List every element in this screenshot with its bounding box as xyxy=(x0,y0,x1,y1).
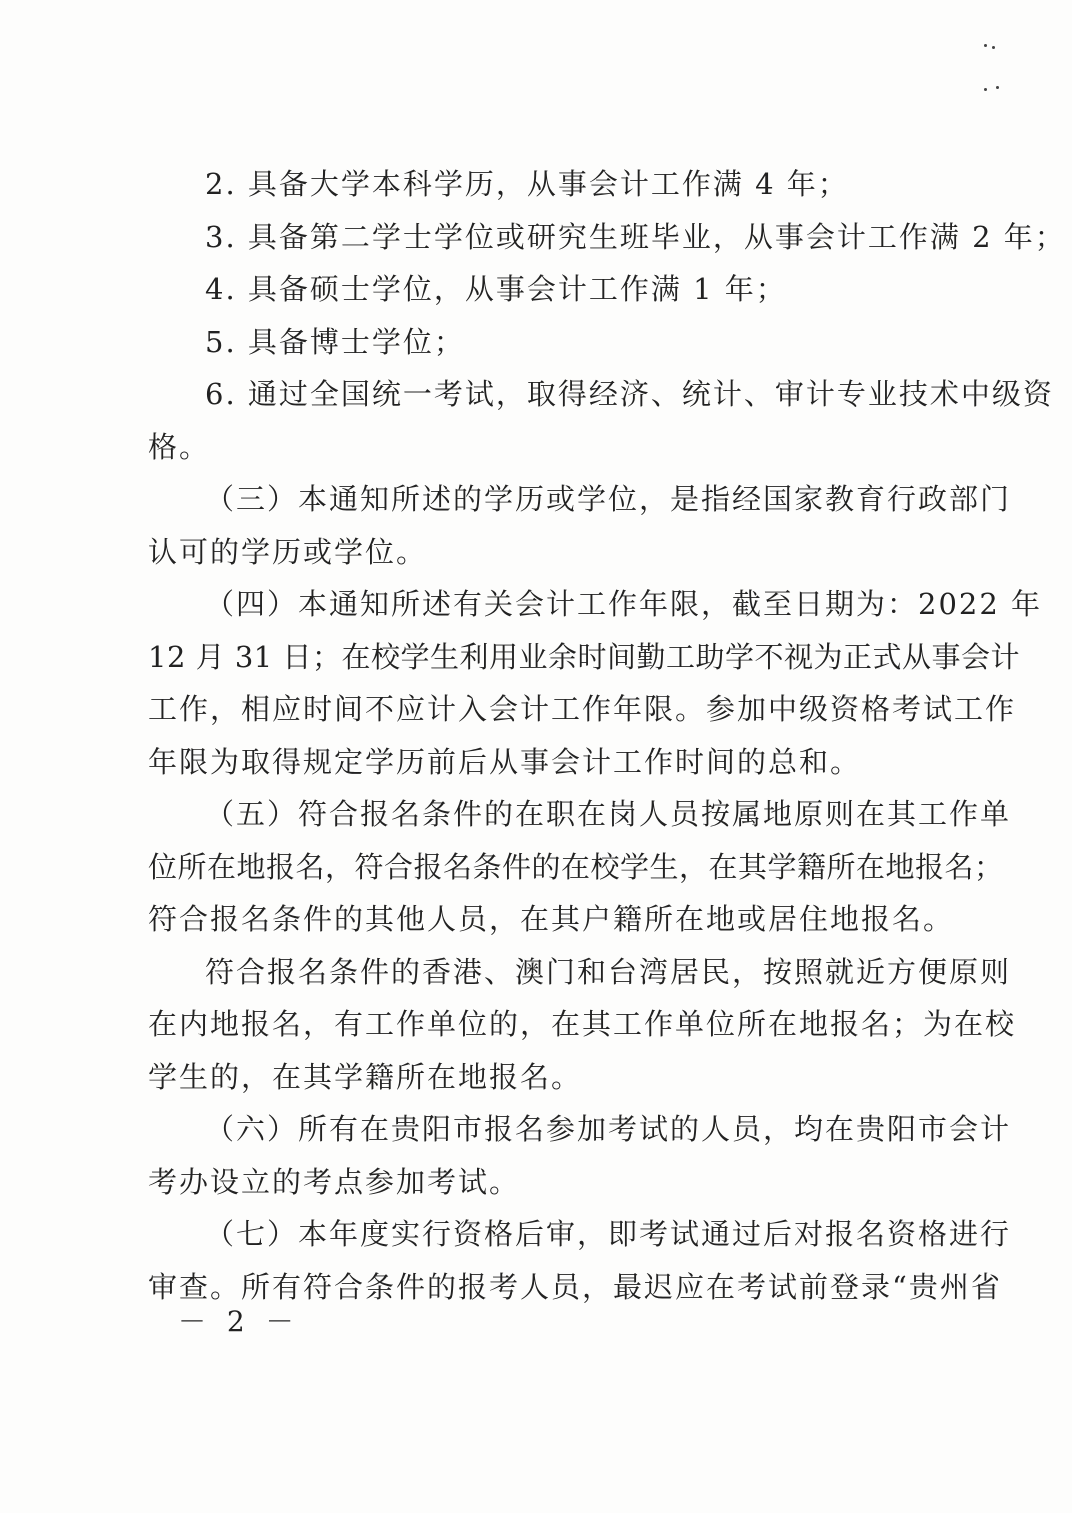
text-line: 12 月 31 日；在校学生利用业余时间勤工助学不视为正式从事会计 xyxy=(148,639,1020,674)
text-line: 工作，相应时间不应计入会计工作年限。参加中级资格考试工作 xyxy=(148,692,1017,726)
text-line: 4. 具备硕士学位，从事会计工作满 1 年； xyxy=(205,272,787,306)
text-line: 年限为取得规定学历前后从事会计工作时间的总和。 xyxy=(148,744,862,779)
text-line: 符合报名条件的其他人员，在其户籍所在地或居住地报名。 xyxy=(148,902,955,936)
text-line: 3. 具备第二学士学位或研究生班毕业，从事会计工作满 2 年； xyxy=(205,219,1066,254)
text-line: 位所在地报名，符合报名条件的在校学生，在其学籍所在地报名； xyxy=(148,849,1004,884)
text-line: 2. 具备大学本科学历，从事会计工作满 4 年； xyxy=(205,167,849,201)
text-line: 6. 通过全国统一考试，取得经济、统计、审计专业技术中级资 xyxy=(205,377,1054,411)
text-line: 格。 xyxy=(148,429,211,464)
text-line: 学生的，在其学籍所在地报名。 xyxy=(148,1059,583,1094)
text-line: （七）本年度实行资格后审，即考试通过后对报名资格进行 xyxy=(205,1217,1012,1251)
document-body xyxy=(148,158,1066,1313)
text-line: 考办设立的考点参加考试。 xyxy=(148,1164,521,1199)
text-line: 认可的学历或学位。 xyxy=(148,534,428,569)
text-line: 5. 具备博士学位； xyxy=(205,324,465,359)
text-line: （四）本通知所述有关会计工作年限，截至日期为：2022 年 xyxy=(205,587,1043,621)
text-line: 在内地报名，有工作单位的，在其工作单位所在地报名；为在校 xyxy=(148,1007,1017,1041)
scan-speck-marks xyxy=(980,40,1010,100)
text-line: （六）所有在贵阳市报名参加考试的人员，均在贵阳市会计 xyxy=(205,1112,1012,1146)
text-line: 符合报名条件的香港、澳门和台湾居民，按照就近方便原则 xyxy=(205,954,1012,989)
text-line: （五）符合报名条件的在职在岗人员按属地原则在其工作单 xyxy=(205,797,1012,831)
text-line: 审查。所有符合条件的报考人员，最迟应在考试前登录“贵州省 xyxy=(148,1269,1002,1304)
page-number: － 2 － xyxy=(178,1305,300,1338)
text-line: （三）本通知所述的学历或学位，是指经国家教育行政部门 xyxy=(205,482,1012,516)
